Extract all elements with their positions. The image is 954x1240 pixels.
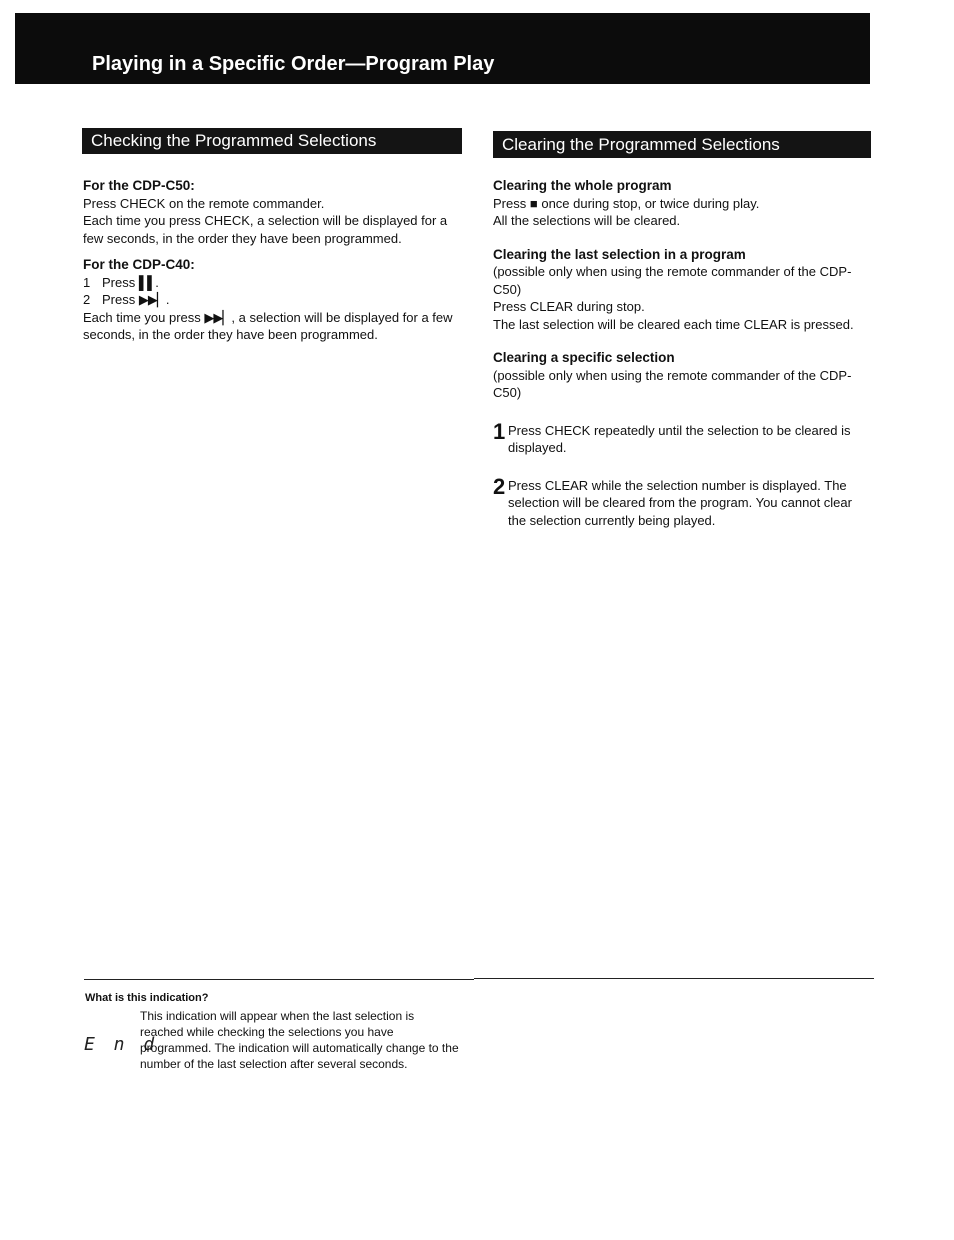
clear-whole-instruction: [493, 195, 873, 213]
cdp-c40-description: [83, 309, 463, 344]
cdp-c40-subheading: For the CDP-C40:: [83, 257, 195, 272]
clear-last-note: (possible only when using the remote commander of the CDP-C50): [493, 264, 852, 297]
step-number: 1: [493, 418, 506, 444]
step-text: Press: [102, 274, 136, 290]
clear-whole-result: All the selections will be cleared.: [493, 213, 681, 228]
clear-specific-step-1: [493, 418, 873, 457]
step-text: Press CHECK repeatedly until the selection to be cleared is displayed.: [508, 422, 851, 455]
skip-forward-icon: ▶▶▏: [204, 309, 232, 325]
checking-column: [83, 177, 463, 344]
note-heading: What is this indication?: [85, 992, 209, 1004]
cdp-c50-instruction: Press CHECK on the remote commander.: [83, 195, 325, 211]
page-title: Playing in a Specific Order—Program Play: [92, 53, 495, 75]
step-text: Press CLEAR while the selection number is displayed. The selection will be cleared from the program. You cannot clear the selection currently being played.: [508, 477, 852, 528]
divider: [84, 979, 474, 980]
clearing-column: [493, 177, 873, 529]
clear-specific-step-2: [493, 473, 873, 530]
step-text: Press: [102, 292, 136, 307]
divider: [474, 978, 874, 979]
section-heading-clearing: Clearing the Programmed Selections: [493, 131, 871, 158]
cdp-c40-step-1: 1 Press ▌▌ .: [83, 274, 159, 290]
page-banner: [15, 13, 870, 84]
description-start: Each time you press: [83, 309, 201, 325]
clear-specific-subheading: Clearing a specific selection: [493, 350, 675, 365]
instruction-end: once during stop, or twice during play.: [541, 195, 760, 211]
clear-last-result: The last selection will be cleared each time CLEAR is pressed.: [493, 316, 854, 332]
step-number: 2: [493, 473, 506, 499]
section-heading-checking: Checking the Programmed Selections: [82, 128, 462, 154]
description-end: , a selection will be displayed for a few seconds, in the order they have been programmed.: [83, 309, 453, 342]
stop-icon: ■: [529, 195, 538, 211]
clear-whole-subheading: Clearing the whole program: [493, 178, 672, 193]
pause-icon: ▌▌: [138, 274, 156, 290]
clear-specific-note: (possible only when using the remote commander of the CDP-C50): [493, 367, 852, 400]
step-number: 1: [83, 274, 91, 290]
cdp-c40-step-2: 2 Press ▶▶▏ .: [83, 292, 170, 307]
cdp-c50-subheading: For the CDP-C50:: [83, 178, 195, 193]
clear-last-instruction: Press CLEAR during stop.: [493, 299, 645, 314]
end-display-icon: E n d: [84, 1034, 159, 1055]
skip-forward-icon: ▶▶▏: [138, 292, 166, 307]
clear-last-subheading: Clearing the last selection in a program: [493, 246, 746, 262]
step-number: 2: [83, 292, 91, 307]
note-text: This indication will appear when the last selection is reached while checking the selections you have programmed. The indication will automatically change to the number of the last selection after several seconds.: [140, 1009, 459, 1071]
instruction-start: Press: [493, 195, 527, 211]
cdp-c50-description: Each time you press CHECK, a selection will be displayed for a few seconds, in the order they have been programmed.: [83, 213, 448, 246]
